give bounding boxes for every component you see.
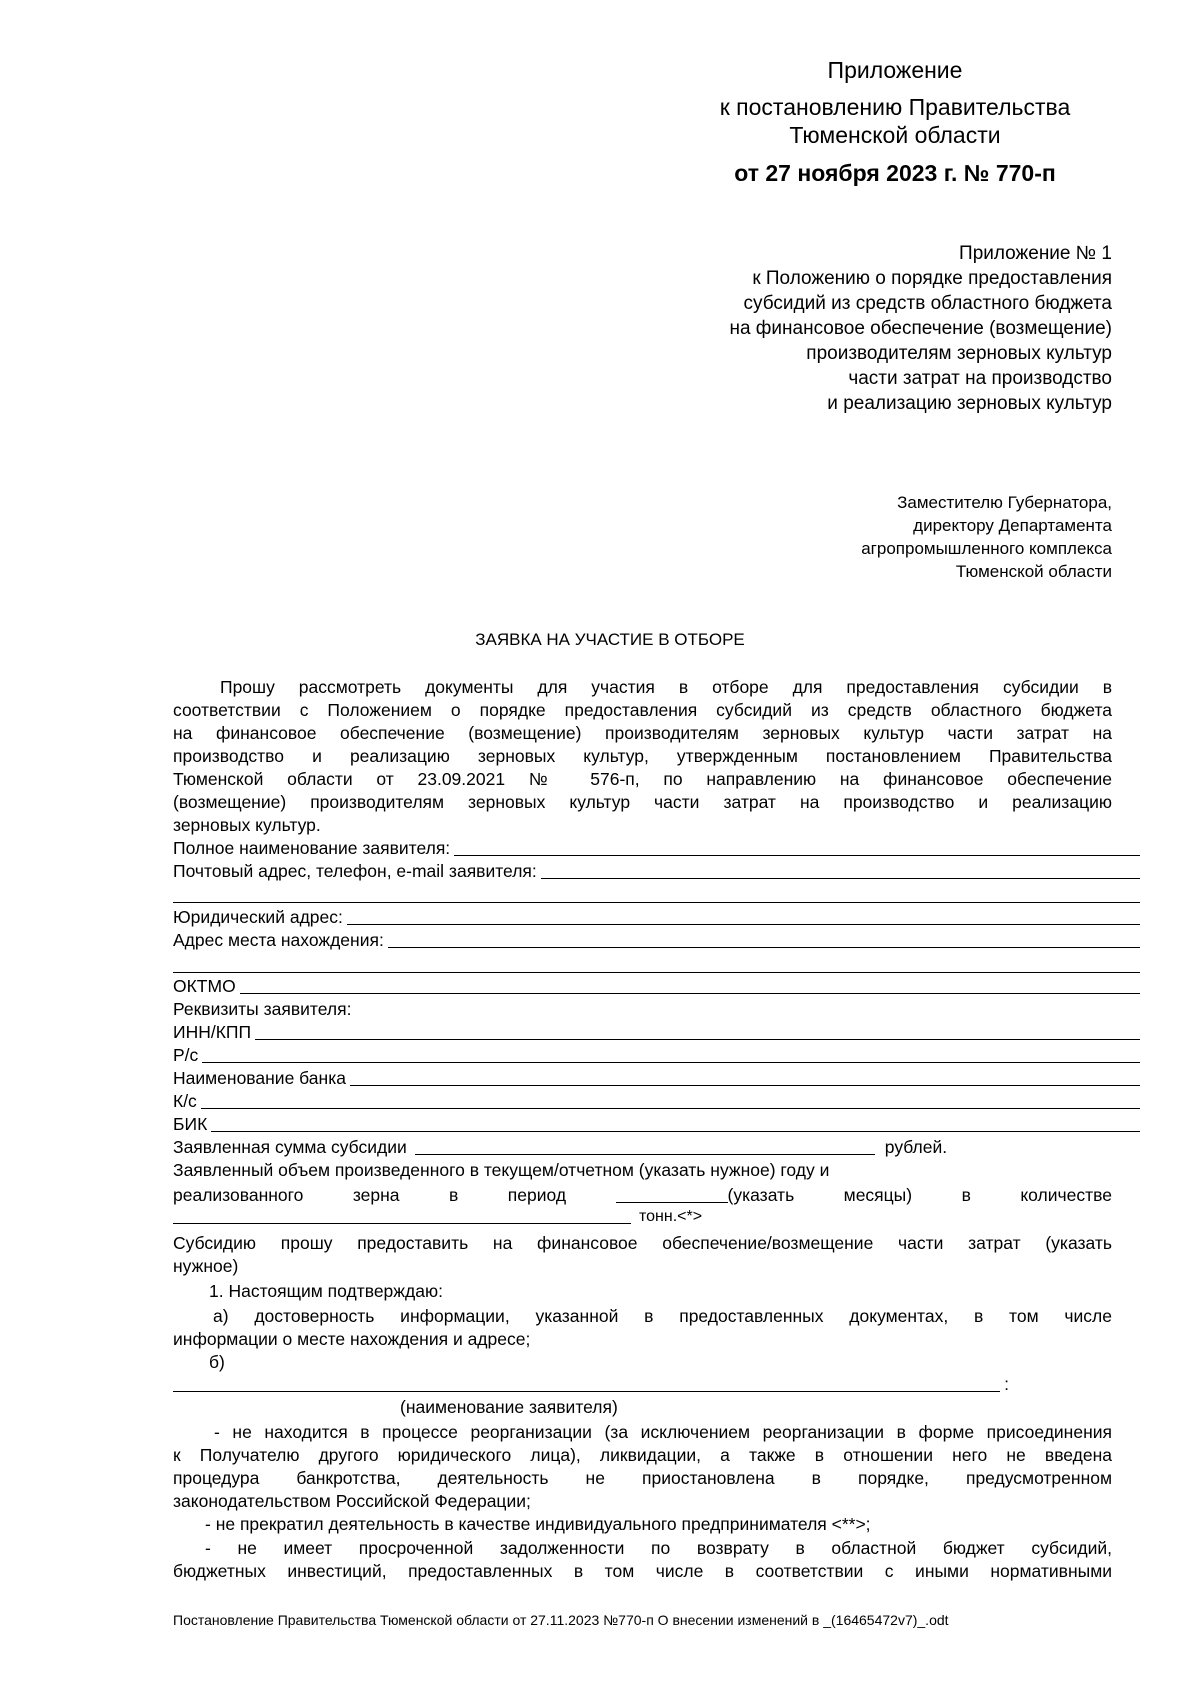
applicant-name-input-line[interactable] bbox=[173, 1374, 1000, 1392]
legal-address-input-line[interactable] bbox=[347, 907, 1140, 925]
field-label: Р/с bbox=[173, 1045, 199, 1065]
applicant-colon: : bbox=[1004, 1374, 1009, 1394]
appendix-1-line: субсидий из средств областного бюджета bbox=[743, 293, 1112, 314]
intro-line: производство и реализацию зерновых культур, утвержденным постановлением Правительства bbox=[173, 746, 1112, 766]
intro-line: зерновых культур. bbox=[173, 815, 321, 835]
field-label: Наименование банка bbox=[173, 1068, 346, 1088]
period-field bbox=[616, 1184, 795, 1207]
tons-input-line[interactable] bbox=[173, 1206, 631, 1224]
field-account bbox=[173, 1044, 1140, 1067]
field-label: Реквизиты заявителя: bbox=[173, 999, 352, 1019]
field-corr-account bbox=[173, 1090, 1140, 1113]
confirm-block bbox=[173, 1280, 1112, 1374]
intro-paragraph bbox=[173, 676, 1112, 837]
period-input-line[interactable] bbox=[616, 1185, 728, 1203]
field-location-address bbox=[173, 929, 1140, 952]
condition-line: - не находится в процессе реорганизации (за исключением реорганизации в форме присоединения bbox=[214, 1422, 1112, 1442]
confirm-a-line: а) достоверность информации, указанной в предоставленных документах, в том числе bbox=[213, 1306, 1112, 1326]
rubles-label: рублей. bbox=[884, 1137, 948, 1157]
intro-line: (возмещение) производителям зерновых культур части затрат на производство и реализацию bbox=[173, 792, 1112, 812]
inn-kpp-input-line[interactable] bbox=[255, 1022, 1140, 1040]
subsidy-request-line: нужное) bbox=[173, 1256, 239, 1276]
applicant-caption-text: (наименование заявителя) bbox=[400, 1397, 618, 1417]
account-input-line[interactable] bbox=[202, 1045, 1140, 1063]
addressee-line: Тюменской области bbox=[955, 562, 1112, 581]
requisites-heading bbox=[173, 998, 1140, 1021]
bank-name-input-line[interactable] bbox=[350, 1068, 1140, 1086]
region-name: Тюменской области bbox=[789, 122, 1001, 148]
intro-line: Прошу рассмотреть документы для участия в отборе для предоставления субсидии в bbox=[220, 677, 1112, 697]
corr-account-input-line[interactable] bbox=[201, 1091, 1140, 1109]
volume-word: (указать bbox=[727, 1185, 795, 1205]
appendix-1-line: производителям зерновых культур bbox=[806, 343, 1112, 364]
tons-label: тонн.<*> bbox=[639, 1208, 703, 1225]
document-title: ЗАЯВКА НА УЧАСТИЕ В ОТБОРЕ bbox=[475, 630, 745, 649]
appendix-1-line: к Положению о порядке предоставления bbox=[752, 268, 1112, 289]
volume-word: зерна bbox=[352, 1185, 400, 1205]
volume-word: в bbox=[961, 1185, 971, 1205]
condition-2 bbox=[173, 1513, 1112, 1536]
addressee-line: агропромышленного комплекса bbox=[861, 539, 1112, 558]
field-label: Полное наименование заявителя: bbox=[173, 838, 451, 858]
field-label: Адрес места нахождения: bbox=[173, 930, 384, 950]
intro-line: соответствии с Положением о порядке предоставления субсидий из средств областного бюджета bbox=[173, 700, 1112, 720]
full-name-input-line[interactable] bbox=[454, 838, 1140, 856]
postal-continuation-line[interactable] bbox=[173, 902, 1140, 903]
addressee-line: директору Департамента bbox=[913, 516, 1112, 535]
volume-line-1: Заявленный объем произведенного в текущем/отчетном (указать нужное) году и bbox=[173, 1160, 830, 1180]
condition-1 bbox=[173, 1421, 1112, 1513]
confirm-heading: 1. Настоящим подтверждаю: bbox=[209, 1281, 443, 1301]
confirm-a-line: информации о месте нахождения и адресе; bbox=[173, 1329, 531, 1349]
field-oktmo bbox=[173, 975, 1140, 998]
addressee-block bbox=[861, 491, 1112, 583]
field-label: Заявленная сумма субсидии bbox=[173, 1137, 407, 1157]
volume-word: в bbox=[449, 1185, 459, 1205]
location-address-input-line[interactable] bbox=[388, 930, 1140, 948]
field-bik bbox=[173, 1113, 1140, 1136]
confirm-b-label: б) bbox=[209, 1352, 225, 1372]
field-inn-kpp bbox=[173, 1021, 1140, 1044]
appendix-1-line: и реализацию зерновых культур bbox=[827, 393, 1112, 414]
condition-line: законодательством Российской Федерации; bbox=[173, 1491, 531, 1511]
tons-row bbox=[173, 1205, 913, 1228]
appendix-1-line: части затрат на производство bbox=[848, 368, 1112, 389]
condition-line: - не прекратил деятельность в качестве индивидуального предпринимателя <**>; bbox=[205, 1514, 871, 1534]
addressee-line: Заместителю Губернатора, bbox=[897, 493, 1112, 512]
appendix-1-line: на финансовое обеспечение (возмещение) bbox=[729, 318, 1112, 339]
condition-line: бюджетных инвестиций, предоставленных в том числе в соответствии с иными нормативными bbox=[173, 1561, 1112, 1581]
subsidy-amount-input-line[interactable] bbox=[415, 1137, 875, 1155]
applicant-name-row bbox=[173, 1373, 1013, 1396]
resolution-date-number: от 27 ноября 2023 г. № 770-п bbox=[734, 160, 1056, 186]
field-label: БИК bbox=[173, 1114, 208, 1134]
volume-word: месяцы) bbox=[843, 1185, 913, 1205]
condition-line: - не имеет просроченной задолженности по возврату в областной бюджет субсидий, bbox=[205, 1538, 1112, 1558]
field-legal-address bbox=[173, 906, 1140, 929]
subsidy-request-line: Субсидию прошу предоставить на финансовое обеспечение/возмещение части затрат (указать bbox=[173, 1233, 1112, 1253]
resolution-reference: к постановлению Правительства bbox=[719, 94, 1071, 120]
field-label: К/с bbox=[173, 1091, 197, 1111]
intro-line: на финансовое обеспечение (возмещение) производителям зерновых культур части затрат на bbox=[173, 723, 1112, 743]
volume-line-2 bbox=[173, 1184, 1112, 1207]
subsidy-request bbox=[173, 1232, 1112, 1278]
oktmo-input-line[interactable] bbox=[240, 976, 1140, 994]
volume-word: реализованного bbox=[173, 1185, 304, 1205]
condition-3 bbox=[173, 1537, 1112, 1583]
volume-word: период bbox=[507, 1185, 567, 1205]
condition-line: процедура банкротства, деятельность не приостановлена в порядке, предусмотренном bbox=[173, 1468, 1112, 1488]
field-label: Почтовый адрес, телефон, e-mail заявителя: bbox=[173, 861, 537, 881]
appendix-heading: Приложение bbox=[827, 57, 963, 83]
field-label: Юридический адрес: bbox=[173, 907, 343, 927]
location-continuation-line[interactable] bbox=[173, 972, 1140, 973]
field-bank-name bbox=[173, 1067, 1140, 1090]
appendix-1-block bbox=[729, 241, 1112, 416]
document-footer: Постановление Правительства Тюменской области от 27.11.2023 №770-п О внесении изменений в _(16465472v7)_.odt bbox=[173, 1612, 949, 1628]
field-subsidy-amount bbox=[173, 1136, 1013, 1159]
field-full-name bbox=[173, 837, 1140, 860]
postal-input-line[interactable] bbox=[541, 861, 1140, 879]
intro-line: Тюменской области от 23.09.2021 № 576-п, по направлению на финансовое обеспечение bbox=[173, 769, 1112, 789]
field-postal bbox=[173, 860, 1140, 883]
applicant-caption bbox=[400, 1396, 700, 1419]
bik-input-line[interactable] bbox=[211, 1114, 1140, 1132]
field-label: ИНН/КПП bbox=[173, 1022, 252, 1042]
condition-line: к Получателю другого юридического лица), ликвидации, а также в отношении него не введена bbox=[173, 1445, 1112, 1465]
field-label: ОКТМО bbox=[173, 976, 236, 996]
appendix-1-line: Приложение № 1 bbox=[959, 243, 1112, 264]
volume-word: количестве bbox=[1020, 1185, 1112, 1205]
